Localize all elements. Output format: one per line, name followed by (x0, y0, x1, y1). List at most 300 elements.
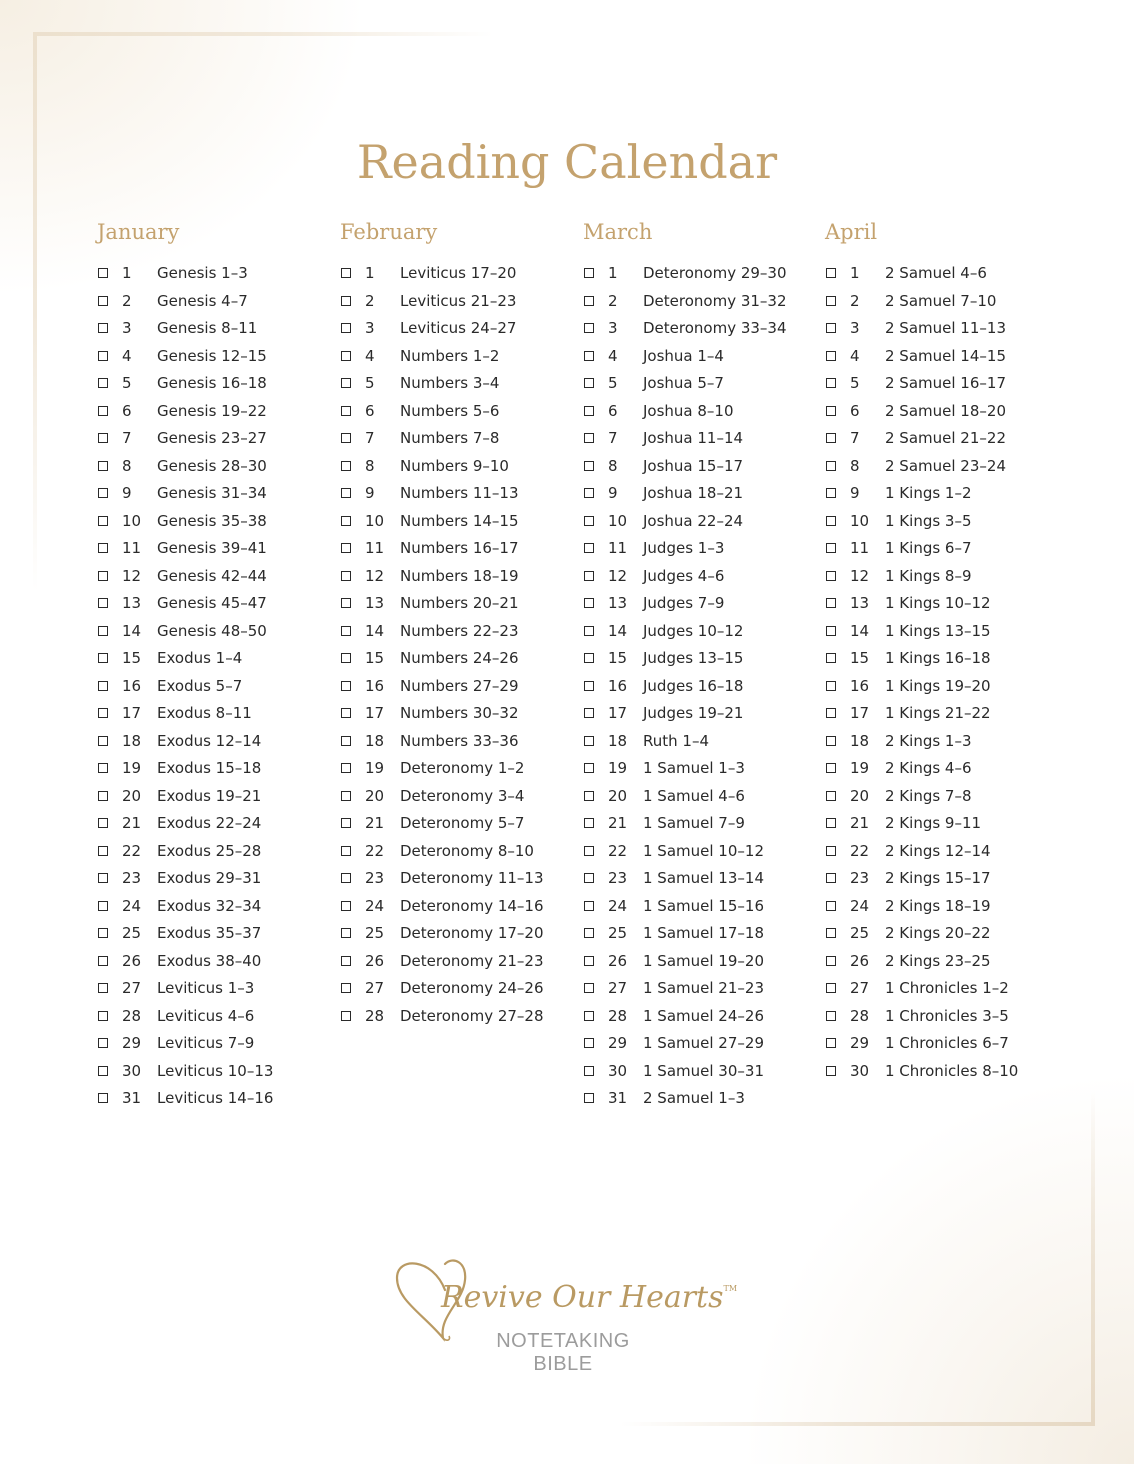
checkbox[interactable] (341, 296, 351, 306)
day-number: 13 (365, 594, 385, 612)
checkbox[interactable] (584, 983, 594, 993)
checkbox[interactable] (341, 901, 351, 911)
checkbox[interactable] (98, 928, 108, 938)
reading-row (583, 948, 813, 976)
reading-passage: 1 Samuel 10–12 (643, 841, 764, 860)
checkbox[interactable] (98, 488, 108, 498)
checkbox[interactable] (584, 433, 594, 443)
checkbox[interactable] (826, 598, 836, 608)
reading-row (97, 1003, 327, 1031)
reading-row (97, 563, 327, 591)
day-number: 19 (122, 759, 142, 777)
checkbox[interactable] (98, 268, 108, 278)
reading-row (583, 618, 813, 646)
checkbox[interactable] (98, 571, 108, 581)
reading-passage: 2 Kings 18–19 (885, 896, 991, 915)
checkbox[interactable] (341, 433, 351, 443)
reading-passage: 1 Samuel 4–6 (643, 786, 745, 805)
day-number: 19 (608, 759, 628, 777)
day-number: 18 (122, 731, 142, 750)
day-number: 16 (608, 676, 628, 695)
reading-passage: Genesis 12–15 (157, 346, 267, 365)
day-number: 28 (365, 1006, 385, 1025)
reading-passage: Numbers 16–17 (400, 539, 519, 557)
checkbox[interactable] (341, 488, 351, 498)
day-number: 2 (608, 291, 618, 310)
checkbox[interactable] (98, 818, 108, 828)
reading-passage: Exodus 15–18 (157, 759, 262, 777)
day-number: 2 (122, 291, 132, 310)
reading-row (825, 755, 1055, 783)
reading-passage: Exodus 32–34 (157, 896, 262, 915)
checkbox[interactable] (584, 928, 594, 938)
trademark: TM (723, 1284, 738, 1293)
day-number: 20 (608, 786, 628, 805)
reading-row (97, 618, 327, 646)
checkbox[interactable] (98, 846, 108, 856)
checkbox[interactable] (826, 846, 836, 856)
checkbox[interactable] (826, 268, 836, 278)
reading-passage: Joshua 18–21 (643, 484, 744, 502)
reading-passage: Leviticus 1–3 (157, 979, 255, 997)
checkbox[interactable] (341, 681, 351, 691)
reading-row (825, 343, 1055, 371)
checkbox[interactable] (584, 268, 594, 278)
reading-passage: Judges 16–18 (643, 676, 744, 695)
reading-row (97, 1030, 327, 1058)
reading-row (97, 535, 327, 563)
checkbox[interactable] (826, 928, 836, 938)
reading-row (825, 920, 1055, 948)
checkbox[interactable] (98, 626, 108, 636)
day-number: 9 (365, 484, 375, 502)
checkbox[interactable] (584, 378, 594, 388)
day-number: 22 (850, 841, 870, 860)
checkbox[interactable] (98, 956, 108, 966)
reading-passage: Genesis 45–47 (157, 594, 267, 612)
checkbox[interactable] (584, 763, 594, 773)
day-number: 7 (365, 429, 375, 447)
reading-row (97, 508, 327, 536)
reading-passage: 2 Kings 4–6 (885, 759, 972, 777)
checkbox[interactable] (584, 351, 594, 361)
reading-passage: Exodus 38–40 (157, 951, 262, 970)
day-number: 6 (365, 401, 375, 420)
checkbox[interactable] (341, 598, 351, 608)
day-number: 12 (122, 566, 142, 585)
checkbox[interactable] (826, 296, 836, 306)
checkbox[interactable] (826, 901, 836, 911)
reading-row (825, 508, 1055, 536)
reading-passage: Deteronomy 27–28 (400, 1006, 544, 1025)
checkbox[interactable] (98, 901, 108, 911)
day-number: 15 (365, 649, 385, 667)
checkbox[interactable] (98, 1038, 108, 1048)
reading-passage: Deteronomy 5–7 (400, 814, 525, 832)
day-number: 9 (608, 484, 618, 502)
day-number: 21 (608, 814, 628, 832)
month-column-february (340, 218, 570, 1030)
checkbox[interactable] (826, 818, 836, 828)
day-number: 17 (122, 704, 142, 722)
checkbox[interactable] (584, 653, 594, 663)
day-number: 9 (122, 484, 132, 502)
checkbox[interactable] (584, 1066, 594, 1076)
checkbox[interactable] (826, 626, 836, 636)
checkbox[interactable] (584, 543, 594, 553)
checkbox[interactable] (98, 653, 108, 663)
reading-passage: Leviticus 14–16 (157, 1089, 274, 1107)
checkbox[interactable] (341, 846, 351, 856)
checkbox[interactable] (826, 956, 836, 966)
checkbox[interactable] (584, 406, 594, 416)
day-number: 13 (850, 594, 870, 612)
checkbox[interactable] (826, 516, 836, 526)
day-number: 29 (122, 1034, 142, 1052)
reading-row (340, 288, 570, 316)
reading-passage: Exodus 35–37 (157, 924, 262, 942)
checkbox[interactable] (826, 873, 836, 883)
reading-passage: Numbers 20–21 (400, 594, 519, 612)
checkbox[interactable] (826, 763, 836, 773)
checkbox[interactable] (341, 763, 351, 773)
checkbox[interactable] (341, 571, 351, 581)
day-number: 3 (365, 319, 375, 337)
checkbox[interactable] (584, 323, 594, 333)
checkbox[interactable] (341, 956, 351, 966)
checkbox[interactable] (826, 653, 836, 663)
reading-passage: 1 Samuel 27–29 (643, 1034, 764, 1052)
checkbox[interactable] (341, 626, 351, 636)
checkbox[interactable] (584, 873, 594, 883)
reading-passage: Joshua 5–7 (643, 374, 724, 392)
reading-passage: Deteronomy 24–26 (400, 979, 544, 997)
reading-row (583, 563, 813, 591)
checkbox[interactable] (98, 1093, 108, 1103)
day-number: 6 (850, 401, 860, 420)
checkbox[interactable] (584, 598, 594, 608)
reading-row (825, 783, 1055, 811)
checkbox[interactable] (98, 378, 108, 388)
reading-passage: Numbers 30–32 (400, 704, 519, 722)
day-number: 22 (122, 841, 142, 860)
reading-row (825, 370, 1055, 398)
checkbox[interactable] (826, 488, 836, 498)
day-number: 18 (365, 731, 385, 750)
reading-row (583, 645, 813, 673)
checkbox[interactable] (98, 983, 108, 993)
day-number: 11 (850, 539, 870, 557)
checkbox[interactable] (98, 433, 108, 443)
checkbox[interactable] (341, 543, 351, 553)
checkbox[interactable] (584, 461, 594, 471)
checkbox[interactable] (98, 791, 108, 801)
checkbox[interactable] (584, 1038, 594, 1048)
day-number: 22 (608, 841, 628, 860)
reading-row (825, 700, 1055, 728)
reading-row (583, 810, 813, 838)
reading-passage: Joshua 15–17 (643, 456, 744, 475)
reading-passage: Genesis 31–34 (157, 484, 267, 502)
reading-passage: Leviticus 21–23 (400, 291, 517, 310)
day-number: 29 (608, 1034, 628, 1052)
reading-passage: Numbers 14–15 (400, 511, 519, 530)
reading-row (340, 370, 570, 398)
day-number: 27 (850, 979, 870, 997)
day-number: 23 (365, 869, 385, 887)
checkbox[interactable] (584, 681, 594, 691)
reading-row (583, 453, 813, 481)
reading-passage: Numbers 7–8 (400, 429, 500, 447)
reading-passage: Numbers 27–29 (400, 676, 519, 695)
reading-passage: Numbers 9–10 (400, 456, 509, 475)
day-number: 28 (122, 1006, 142, 1025)
day-number: 23 (850, 869, 870, 887)
checkbox[interactable] (826, 1066, 836, 1076)
reading-passage: Genesis 8–11 (157, 319, 258, 337)
reading-passage: Judges 10–12 (643, 621, 744, 640)
month-heading: January (97, 220, 180, 244)
day-number: 12 (365, 566, 385, 585)
checkbox[interactable] (98, 681, 108, 691)
checkbox[interactable] (341, 818, 351, 828)
checkbox[interactable] (826, 736, 836, 746)
reading-passage: Numbers 1–2 (400, 346, 500, 365)
day-number: 2 (365, 291, 375, 310)
checkbox[interactable] (341, 378, 351, 388)
day-number: 29 (850, 1034, 870, 1052)
reading-passage: 1 Kings 16–18 (885, 649, 991, 667)
checkbox[interactable] (584, 1011, 594, 1021)
checkbox[interactable] (826, 461, 836, 471)
day-number: 15 (122, 649, 142, 667)
checkbox[interactable] (98, 516, 108, 526)
reading-row (340, 563, 570, 591)
checkbox[interactable] (826, 1038, 836, 1048)
reading-row (97, 288, 327, 316)
reading-passage: Deteronomy 17–20 (400, 924, 544, 942)
checkbox[interactable] (826, 791, 836, 801)
day-number: 24 (365, 896, 385, 915)
reading-passage: Numbers 18–19 (400, 566, 519, 585)
reading-row (340, 260, 570, 288)
brand-logo (393, 1250, 738, 1380)
reading-passage: 1 Kings 3–5 (885, 511, 972, 530)
checkbox[interactable] (341, 461, 351, 471)
reading-row (97, 783, 327, 811)
reading-passage: 1 Kings 13–15 (885, 621, 991, 640)
month-column-march (583, 218, 813, 1113)
reading-row (583, 590, 813, 618)
checkbox[interactable] (826, 983, 836, 993)
reading-passage: 2 Kings 1–3 (885, 731, 972, 750)
day-number: 1 (122, 264, 132, 282)
checkbox[interactable] (584, 1093, 594, 1103)
checkbox[interactable] (98, 873, 108, 883)
reading-passage: 2 Samuel 18–20 (885, 401, 1006, 420)
checkbox[interactable] (341, 351, 351, 361)
month-column-january (97, 218, 327, 1113)
checkbox[interactable] (584, 296, 594, 306)
day-number: 26 (850, 951, 870, 970)
day-number: 20 (122, 786, 142, 805)
reading-row (340, 893, 570, 921)
reading-row (825, 975, 1055, 1003)
logo-brand-name: Revive Our Hearts (441, 1280, 724, 1315)
day-number: 28 (608, 1006, 628, 1025)
reading-passage: 2 Samuel 21–22 (885, 429, 1006, 447)
reading-row (583, 288, 813, 316)
month-heading: April (825, 220, 878, 244)
day-number: 21 (850, 814, 870, 832)
day-number: 10 (608, 511, 628, 530)
frame-border-top (33, 32, 493, 36)
month-heading: March (583, 220, 653, 244)
day-number: 30 (608, 1061, 628, 1080)
reading-passage: 2 Samuel 23–24 (885, 456, 1006, 475)
reading-row (825, 535, 1055, 563)
checkbox[interactable] (98, 296, 108, 306)
reading-row (583, 920, 813, 948)
reading-row (97, 315, 327, 343)
month-heading: February (340, 220, 438, 244)
checkbox[interactable] (341, 736, 351, 746)
reading-passage: Numbers 3–4 (400, 374, 500, 392)
checkbox[interactable] (826, 571, 836, 581)
reading-row (583, 838, 813, 866)
checkbox[interactable] (826, 433, 836, 443)
reading-row (97, 728, 327, 756)
checkbox[interactable] (826, 378, 836, 388)
reading-passage: 1 Chronicles 3–5 (885, 1006, 1009, 1025)
reading-row (340, 535, 570, 563)
day-number: 27 (122, 979, 142, 997)
checkbox[interactable] (584, 708, 594, 718)
checkbox[interactable] (826, 1011, 836, 1021)
reading-passage: Judges 7–9 (643, 594, 725, 612)
reading-row (97, 425, 327, 453)
checkbox[interactable] (341, 983, 351, 993)
reading-row (825, 618, 1055, 646)
day-number: 1 (365, 264, 375, 282)
reading-passage: Genesis 16–18 (157, 374, 267, 392)
reading-passage: Genesis 4–7 (157, 291, 248, 310)
checkbox[interactable] (826, 708, 836, 718)
reading-passage: Genesis 35–38 (157, 511, 267, 530)
checkbox[interactable] (584, 956, 594, 966)
checkbox[interactable] (341, 653, 351, 663)
reading-passage: Genesis 28–30 (157, 456, 267, 475)
checkbox[interactable] (341, 323, 351, 333)
day-number: 23 (608, 869, 628, 887)
checkbox[interactable] (826, 681, 836, 691)
reading-passage: Exodus 12–14 (157, 731, 262, 750)
checkbox[interactable] (584, 488, 594, 498)
day-number: 9 (850, 484, 860, 502)
day-number: 1 (608, 264, 618, 282)
checkbox[interactable] (584, 818, 594, 828)
day-number: 18 (850, 731, 870, 750)
reading-row (825, 728, 1055, 756)
reading-row (825, 893, 1055, 921)
checkbox[interactable] (341, 516, 351, 526)
checkbox[interactable] (826, 543, 836, 553)
checkbox[interactable] (98, 763, 108, 773)
checkbox[interactable] (584, 901, 594, 911)
reading-passage: Deteronomy 8–10 (400, 841, 534, 860)
checkbox[interactable] (98, 736, 108, 746)
checkbox[interactable] (584, 516, 594, 526)
checkbox[interactable] (341, 1011, 351, 1021)
day-number: 5 (850, 374, 860, 392)
checkbox[interactable] (341, 406, 351, 416)
checkbox[interactable] (584, 736, 594, 746)
checkbox[interactable] (826, 406, 836, 416)
checkbox[interactable] (98, 543, 108, 553)
checkbox[interactable] (98, 461, 108, 471)
reading-row (340, 1003, 570, 1031)
checkbox[interactable] (584, 846, 594, 856)
reading-row (97, 865, 327, 893)
reading-row (340, 673, 570, 701)
checkbox[interactable] (98, 1066, 108, 1076)
reading-row (825, 1030, 1055, 1058)
day-number: 22 (365, 841, 385, 860)
checkbox[interactable] (584, 626, 594, 636)
checkbox[interactable] (341, 873, 351, 883)
reading-row (340, 783, 570, 811)
reading-row (97, 370, 327, 398)
checkbox[interactable] (98, 323, 108, 333)
checkbox[interactable] (341, 708, 351, 718)
checkbox[interactable] (98, 598, 108, 608)
day-number: 17 (850, 704, 870, 722)
reading-row (583, 425, 813, 453)
reading-passage: Genesis 39–41 (157, 539, 267, 557)
checkbox[interactable] (826, 323, 836, 333)
reading-row (97, 343, 327, 371)
checkbox[interactable] (826, 351, 836, 361)
checkbox[interactable] (341, 791, 351, 801)
reading-row (97, 700, 327, 728)
reading-row (97, 645, 327, 673)
day-number: 5 (608, 374, 618, 392)
checkbox[interactable] (98, 708, 108, 718)
day-number: 8 (122, 456, 132, 475)
day-number: 5 (122, 374, 132, 392)
checkbox[interactable] (341, 268, 351, 278)
reading-row (340, 480, 570, 508)
logo-subtitle (393, 1330, 733, 1376)
checkbox[interactable] (98, 406, 108, 416)
reading-row (97, 1058, 327, 1086)
reading-passage: Numbers 11–13 (400, 484, 519, 502)
reading-row (97, 893, 327, 921)
checkbox[interactable] (584, 571, 594, 581)
reading-passage: Exodus 22–24 (157, 814, 262, 832)
reading-row (340, 343, 570, 371)
reading-passage: 1 Kings 21–22 (885, 704, 991, 722)
reading-passage: 1 Kings 19–20 (885, 676, 991, 695)
checkbox[interactable] (341, 928, 351, 938)
reading-passage: Leviticus 7–9 (157, 1034, 255, 1052)
reading-passage: 2 Kings 7–8 (885, 786, 972, 805)
day-number: 8 (850, 456, 860, 475)
checkbox[interactable] (98, 351, 108, 361)
reading-row (825, 398, 1055, 426)
checkbox[interactable] (98, 1011, 108, 1021)
checkbox[interactable] (584, 791, 594, 801)
